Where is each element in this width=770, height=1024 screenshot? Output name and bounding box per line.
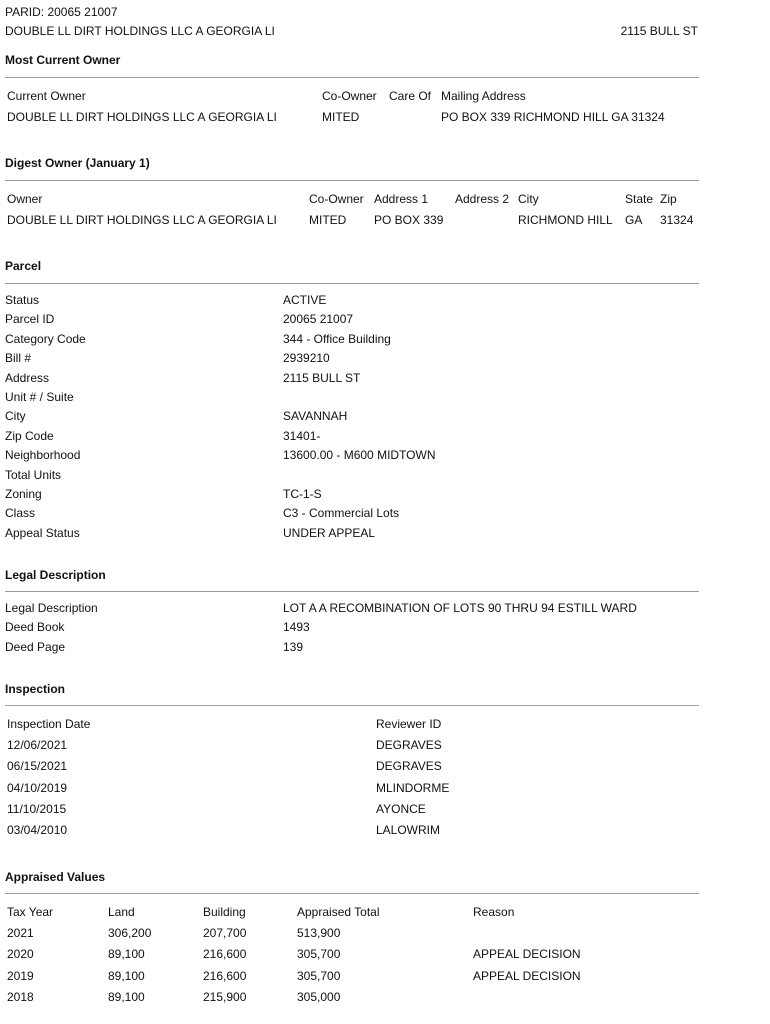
reason: APPEAL DECISION [473, 947, 581, 962]
list-item [0, 448, 770, 466]
table-row [0, 110, 770, 128]
tax-year: 2020 [7, 947, 34, 962]
appraised-total: 305,000 [297, 989, 341, 1004]
column-header: Current Owner [7, 89, 86, 103]
field-label: Deed Page [5, 639, 66, 654]
field-label: Address [5, 370, 50, 385]
reviewer-id: DEGRAVES [376, 759, 442, 774]
table-row [0, 947, 770, 965]
list-item [0, 351, 770, 369]
table-row [0, 802, 770, 820]
column-header: Address 1 [374, 192, 429, 206]
column-header: Owner [7, 192, 43, 206]
list-item [0, 526, 770, 544]
section-title-current-owner: Most Current Owner [5, 53, 121, 67]
address-header: 2115 BULL ST [620, 24, 698, 38]
land-value: 89,100 [108, 968, 145, 983]
field-value: SAVANNAH [283, 409, 348, 424]
table-row [0, 781, 770, 799]
inspection-date: 12/06/2021 [7, 738, 68, 752]
state-value: GA [625, 213, 643, 227]
co-owner-value: MITED [309, 213, 347, 227]
owner-name-header: DOUBLE LL DIRT HOLDINGS LLC A GEORGIA LI [5, 24, 275, 38]
column-header: Address 2 [455, 192, 510, 206]
field-value: 139 [283, 639, 304, 654]
section-title-parcel: Parcel [5, 259, 42, 273]
column-header: Co-Owner [322, 89, 377, 103]
list-item [0, 640, 770, 658]
list-item [0, 371, 770, 389]
field-value: UNDER APPEAL [283, 525, 376, 540]
reason: APPEAL DECISION [473, 968, 581, 983]
field-value: 20065 21007 [283, 312, 354, 327]
table-row [0, 738, 770, 756]
building-value: 215,900 [203, 989, 247, 1004]
column-header: Appraised Total [297, 905, 380, 919]
land-value: 89,100 [108, 947, 145, 962]
field-label: Status [5, 293, 40, 307]
column-header: City [518, 192, 539, 206]
parcel-id-header: PARID: 20065 21007 [5, 5, 118, 19]
field-value: LOT A A RECOMBINATION OF LOTS 90 THRU 94 ESTILL WARD [283, 601, 637, 615]
section-title-legal: Legal Description [5, 568, 106, 582]
column-header: Tax Year [7, 905, 54, 919]
building-value: 216,600 [203, 968, 247, 983]
land-value: 89,100 [108, 989, 145, 1004]
field-label: Bill # [5, 351, 32, 366]
list-item [0, 332, 770, 350]
inspection-date: 04/10/2019 [7, 780, 68, 795]
building-value: 207,700 [203, 926, 247, 940]
tax-year: 2018 [7, 989, 34, 1004]
reviewer-id: MLINDORME [376, 780, 450, 795]
co-owner-value: MITED [322, 110, 360, 124]
owner-value: DOUBLE LL DIRT HOLDINGS LLC A GEORGIA LI [7, 213, 277, 227]
field-value: 1493 [283, 620, 310, 635]
appraised-total: 305,700 [297, 968, 341, 983]
field-label: Appeal Status [5, 525, 80, 540]
field-value: 31401- [283, 428, 321, 443]
list-item [0, 390, 770, 408]
section-title-inspection: Inspection [5, 682, 66, 696]
section-title-digest-owner: Digest Owner (January 1) [5, 156, 150, 170]
list-item [0, 506, 770, 524]
column-header: Building [203, 905, 246, 919]
table-header-row [0, 905, 770, 923]
column-header: Reason [473, 905, 515, 919]
field-label: Zoning [5, 487, 42, 501]
field-value: 13600.00 - M600 MIDTOWN [283, 448, 436, 463]
table-header-row [0, 192, 770, 210]
field-value: 2939210 [283, 351, 330, 366]
column-header: Care Of [389, 89, 432, 103]
field-label: Unit # / Suite [5, 390, 74, 404]
column-header: Land [108, 905, 135, 919]
field-label: Class [5, 506, 36, 521]
field-value: ACTIVE [283, 293, 327, 307]
table-row [0, 823, 770, 841]
mailing-address-value: PO BOX 339 RICHMOND HILL GA 31324 [441, 110, 665, 124]
list-item [0, 312, 770, 330]
column-header: Mailing Address [441, 89, 526, 103]
column-header: Reviewer ID [376, 717, 442, 731]
table-row [0, 759, 770, 777]
column-header: State [625, 192, 654, 206]
list-item [0, 487, 770, 505]
field-value: 344 - Office Building [283, 331, 391, 346]
tax-year: 2019 [7, 968, 34, 983]
appraised-total: 513,900 [297, 926, 341, 940]
appraised-total: 305,700 [297, 947, 341, 962]
land-value: 306,200 [108, 926, 152, 940]
field-label: Neighborhood [5, 448, 81, 463]
field-label: Category Code [5, 331, 86, 346]
divider [5, 77, 699, 78]
field-value: TC-1-S [283, 487, 322, 501]
column-header: Zip [660, 192, 677, 206]
table-row [0, 990, 770, 1008]
column-header: Inspection Date [7, 717, 91, 731]
reviewer-id: LALOWRIM [376, 823, 441, 838]
city-value: RICHMOND HILL [518, 213, 613, 227]
divider [5, 893, 699, 894]
inspection-date: 03/04/2010 [7, 823, 68, 838]
zip-value: 31324 [660, 213, 694, 227]
list-item [0, 293, 770, 311]
reviewer-id: AYONCE [376, 801, 426, 816]
field-label: Total Units [5, 467, 62, 482]
owner-value: DOUBLE LL DIRT HOLDINGS LLC A GEORGIA LI [7, 110, 277, 124]
tax-year: 2021 [7, 926, 34, 940]
inspection-date: 06/15/2021 [7, 759, 68, 774]
table-row [0, 926, 770, 944]
address1-value: PO BOX 339 [374, 213, 444, 227]
divider [5, 705, 699, 706]
list-item [0, 468, 770, 486]
building-value: 216,600 [203, 947, 247, 962]
list-item [0, 429, 770, 447]
divider [5, 591, 699, 592]
field-label: Deed Book [5, 620, 65, 635]
reviewer-id: DEGRAVES [376, 738, 442, 752]
field-label: Legal Description [5, 601, 98, 615]
divider [5, 283, 699, 284]
table-header-row [0, 89, 770, 107]
list-item [0, 620, 770, 638]
column-header: Co-Owner [309, 192, 364, 206]
field-value: C3 - Commercial Lots [283, 506, 400, 521]
divider [5, 180, 699, 181]
list-item [0, 601, 770, 619]
table-row [0, 213, 770, 231]
list-item [0, 409, 770, 427]
field-label: Zip Code [5, 428, 54, 443]
field-value: 2115 BULL ST [283, 370, 361, 385]
table-header-row [0, 717, 770, 735]
inspection-date: 11/10/2015 [7, 801, 67, 816]
field-label: Parcel ID [5, 312, 55, 327]
table-row [0, 969, 770, 987]
section-title-appraised: Appraised Values [5, 870, 106, 884]
field-label: City [5, 409, 26, 424]
